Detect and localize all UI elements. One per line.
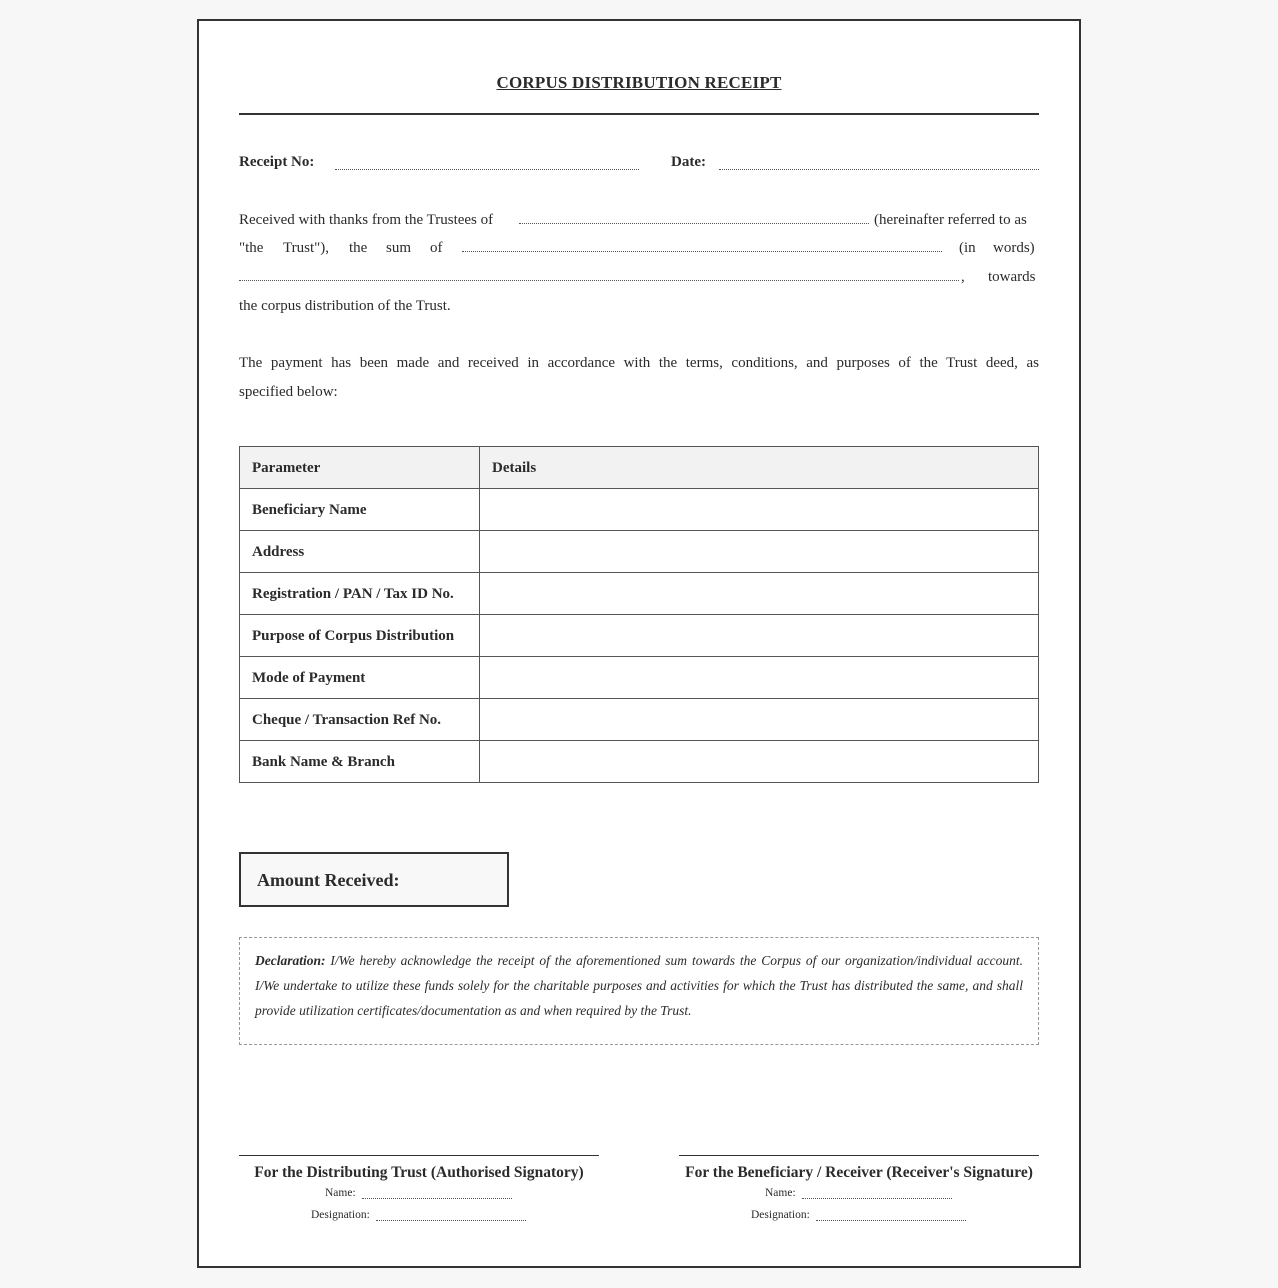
row-label-purpose: Purpose of Corpus Distribution: [240, 615, 480, 657]
intro-text: (in: [959, 240, 976, 256]
declaration-box: [239, 937, 1039, 1045]
payment-text: specified below:: [239, 384, 338, 400]
intro-text: Trust"),: [283, 240, 330, 256]
intro-line: [239, 292, 1039, 321]
trust-signature-title: For the Distributing Trust (Authorised Signatory): [254, 1164, 584, 1181]
amount-received-box[interactable]: [239, 852, 509, 907]
receipt-no-label: Receipt No:: [239, 154, 315, 170]
trust-designation-input[interactable]: [376, 1220, 526, 1221]
table-row: [240, 531, 1039, 573]
intro-text: Received with thanks from the Trustees of: [239, 212, 494, 228]
receipt-no-field[interactable]: [335, 169, 639, 170]
trust-name-label: Name:: [325, 1187, 356, 1199]
row-value-mode-of-payment[interactable]: [480, 657, 1039, 699]
receipt-meta-row: [239, 151, 1039, 181]
row-label-registration: Registration / PAN / Tax ID No.: [240, 573, 480, 615]
intro-text: towards: [988, 269, 1036, 285]
sum-figures-field[interactable]: [462, 232, 942, 252]
trust-name-input[interactable]: [362, 1198, 512, 1199]
sum-words-field[interactable]: [239, 261, 959, 281]
payment-line: [239, 378, 1039, 407]
title-divider: [239, 113, 1039, 115]
table-row: [240, 657, 1039, 699]
beneficiary-designation-input[interactable]: [816, 1220, 966, 1221]
trust-signature-block: [239, 1155, 599, 1226]
beneficiary-name-row: [679, 1182, 1039, 1204]
row-value-beneficiary-name[interactable]: [480, 489, 1039, 531]
amount-received-label: Amount Received:: [257, 870, 400, 890]
row-label-address: Address: [240, 531, 480, 573]
table-header-row: [240, 447, 1039, 489]
receipt-document: [197, 19, 1081, 1268]
row-value-bank[interactable]: [480, 741, 1039, 783]
column-header-parameter: Parameter: [240, 447, 480, 489]
row-label-mode-of-payment: Mode of Payment: [240, 657, 480, 699]
payment-line: [239, 349, 1039, 378]
declaration-label: Declaration:: [255, 953, 326, 968]
intro-text: the: [349, 240, 368, 256]
row-value-registration[interactable]: [480, 573, 1039, 615]
intro-text: ,: [961, 269, 965, 285]
trust-designation-label: Designation:: [311, 1209, 370, 1221]
trust-signature-line[interactable]: [239, 1155, 599, 1156]
row-value-transaction-ref[interactable]: [480, 699, 1039, 741]
intro-text: (hereinafter referred to as: [874, 212, 1027, 228]
row-value-address[interactable]: [480, 531, 1039, 573]
document-title: CORPUS DISTRIBUTION RECEIPT: [496, 73, 782, 92]
date-label: Date:: [671, 154, 706, 170]
intro-line: [239, 206, 1039, 235]
details-table: [239, 446, 1039, 783]
beneficiary-name-label: Name:: [765, 1187, 796, 1199]
payment-text: The payment has been made and received in accordance with the terms, conditions, and purposes of the Trust deed, as: [239, 355, 1039, 371]
beneficiary-signature-block: [679, 1155, 1039, 1226]
table-row: [240, 489, 1039, 531]
intro-text: of: [430, 240, 443, 256]
row-value-purpose[interactable]: [480, 615, 1039, 657]
column-header-details: Details: [480, 447, 1039, 489]
row-label-beneficiary-name: Beneficiary Name: [240, 489, 480, 531]
row-label-transaction-ref: Cheque / Transaction Ref No.: [240, 699, 480, 741]
intro-text: "the: [239, 240, 264, 256]
table-row: [240, 573, 1039, 615]
beneficiary-signature-line[interactable]: [679, 1155, 1039, 1156]
date-field[interactable]: [719, 169, 1039, 170]
intro-text: words): [993, 240, 1035, 256]
intro-text: sum: [386, 240, 412, 256]
intro-text: the corpus distribution of the Trust.: [239, 298, 451, 314]
intro-line: [239, 234, 1039, 263]
beneficiary-designation-label: Designation:: [751, 1209, 810, 1221]
declaration-text: I/We hereby acknowledge the receipt of the aforementioned sum towards the Corpus of our organization/individual account. I/We undertake to utilize these funds solely for the charitable purposes and activities for which the Trust has distributed the same, and shall provide utilization certificates/documentation as and when required by the Trust.: [255, 953, 1023, 1018]
beneficiary-signature-title: For the Beneficiary / Receiver (Receiver's Signature): [685, 1164, 1033, 1181]
intro-line: [239, 263, 1039, 292]
beneficiary-name-input[interactable]: [802, 1198, 952, 1199]
table-row: [240, 699, 1039, 741]
trust-name-row: [239, 1182, 599, 1204]
table-row: [240, 615, 1039, 657]
row-label-bank: Bank Name & Branch: [240, 741, 480, 783]
beneficiary-designation-row: [679, 1204, 1039, 1226]
trust-designation-row: [239, 1204, 599, 1226]
table-row: [240, 741, 1039, 783]
trust-name-field[interactable]: [519, 204, 869, 224]
